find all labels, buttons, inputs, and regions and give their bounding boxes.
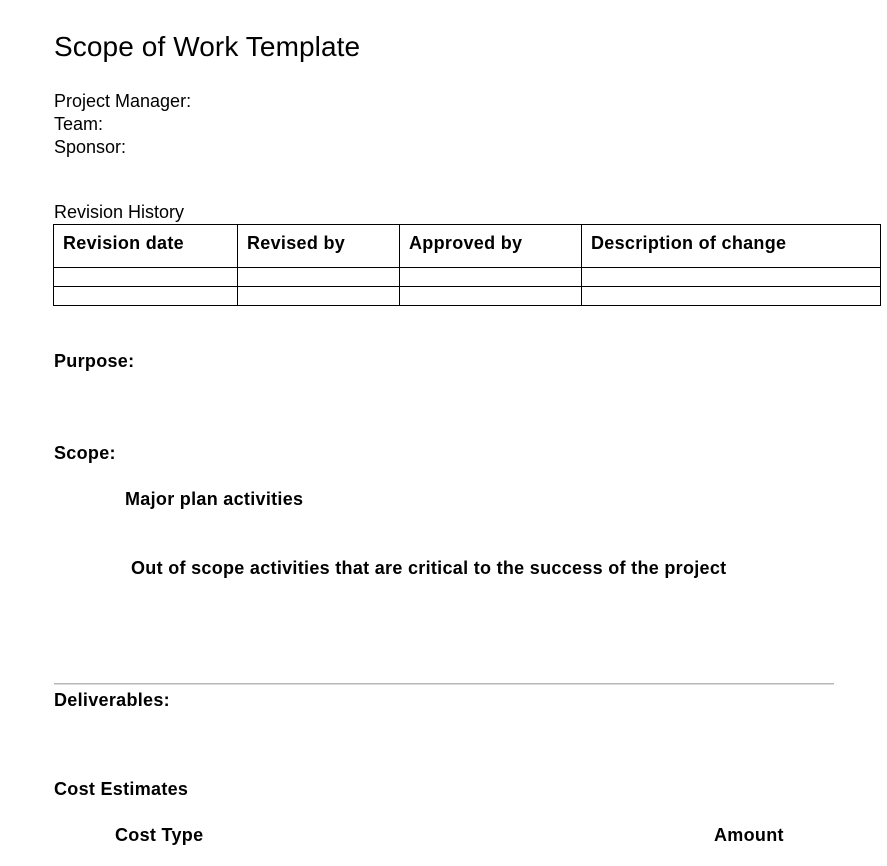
- purpose-heading: Purpose:: [54, 351, 135, 371]
- table-row: [54, 287, 881, 306]
- table-cell[interactable]: [54, 287, 238, 306]
- major-plan-activities-heading: Major plan activities: [125, 489, 304, 509]
- table-cell[interactable]: [400, 287, 582, 306]
- column-header-revised-by: Revised by: [238, 225, 400, 268]
- table-cell[interactable]: [238, 287, 400, 306]
- out-of-scope-activities-heading: Out of scope activities that are critical to the success of the project: [131, 558, 727, 578]
- column-header-description-of-change: Description of change: [582, 225, 881, 268]
- table-cell[interactable]: [238, 268, 400, 287]
- revision-history-caption: Revision History: [54, 202, 185, 222]
- scope-heading: Scope:: [54, 443, 116, 463]
- document-title: Scope of Work Template: [54, 31, 361, 62]
- revision-history-table: [53, 224, 881, 306]
- cost-type-column-header: Cost Type: [115, 825, 204, 845]
- sponsor-label: Sponsor:: [54, 137, 127, 157]
- team-label: Team:: [54, 114, 104, 134]
- project-manager-label: Project Manager:: [54, 91, 192, 111]
- cost-estimates-heading: Cost Estimates: [54, 779, 189, 799]
- section-divider: [54, 683, 834, 685]
- table-row: [54, 268, 881, 287]
- table-cell[interactable]: [54, 268, 238, 287]
- table-cell[interactable]: [400, 268, 582, 287]
- column-header-approved-by: Approved by: [400, 225, 582, 268]
- column-header-revision-date: Revision date: [54, 225, 238, 268]
- table-cell[interactable]: [582, 287, 881, 306]
- deliverables-heading: Deliverables:: [54, 690, 170, 710]
- amount-column-header: Amount: [714, 825, 784, 845]
- table-cell[interactable]: [582, 268, 881, 287]
- table-header-row: [54, 225, 881, 268]
